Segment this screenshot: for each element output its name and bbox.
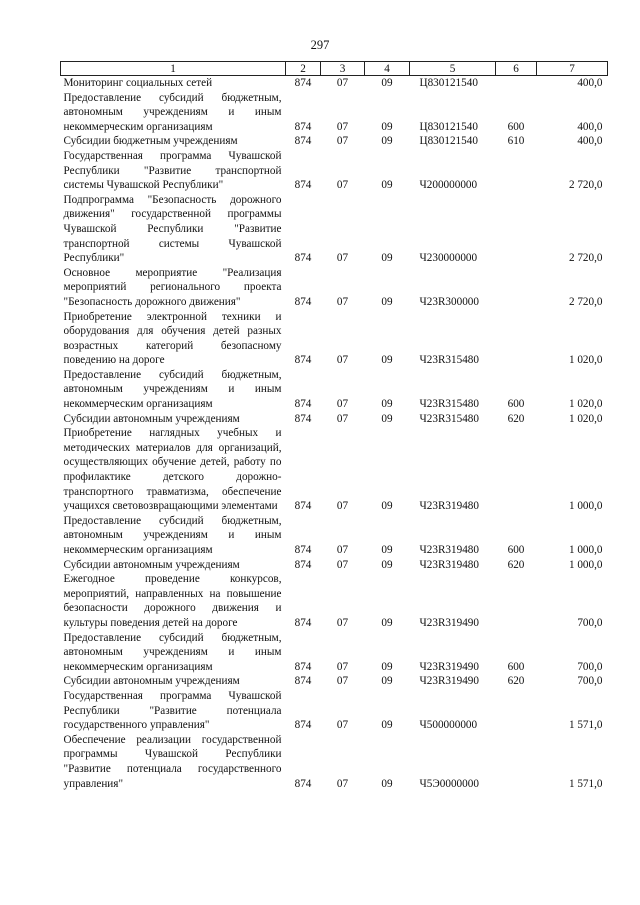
row-section-code: 07 [336, 398, 349, 411]
row-amount: 1 020,0 [568, 412, 603, 425]
header-col-3: 3 [321, 62, 365, 76]
row-section-code: 07 [336, 412, 349, 425]
table-row [61, 266, 608, 310]
row-subsection-code: 09 [381, 398, 393, 411]
table-row [61, 426, 608, 514]
row-target-article: Ч23R315480 [419, 398, 479, 411]
row-section-code: 07 [336, 77, 349, 89]
row-expense-type [496, 689, 537, 733]
table-row [61, 733, 608, 791]
row-name: Государственная программа Чувашской Республики "Развитие потенциала государственного управления" [63, 689, 282, 732]
table-row [61, 368, 608, 412]
page-number: 297 [310, 38, 330, 52]
table-row [61, 91, 608, 135]
row-amount: 1 020,0 [568, 398, 603, 411]
table-header [61, 62, 608, 76]
row-ministry-code: 874 [294, 120, 312, 133]
row-section-code: 07 [336, 252, 349, 265]
row-subsection-code: 09 [381, 252, 393, 265]
row-name: Государственная программа Чувашской Республики "Развитие транспортной системы Чувашской Республики" [63, 149, 282, 192]
row-target-article: Ч23R319490 [419, 616, 479, 629]
table-row [61, 310, 608, 368]
header-col-2: 2 [286, 62, 321, 76]
row-subsection-code: 09 [381, 135, 393, 148]
row-section-code: 07 [336, 660, 349, 673]
row-section-code: 07 [336, 616, 349, 629]
row-target-article: Ч23R319480 [419, 500, 479, 513]
row-name: Предоставление субсидий бюджетным, автономным учреждениям и иным некоммерческим организациям [63, 91, 282, 133]
row-ministry-code: 874 [294, 500, 312, 513]
row-subsection-code: 09 [381, 777, 393, 790]
table-row [61, 193, 608, 266]
header-col-1: 1 [61, 62, 286, 76]
row-expense-type [496, 572, 537, 630]
row-name: Субсидии автономным учреждениям [63, 558, 240, 571]
row-subsection-code: 09 [381, 500, 393, 513]
table-row [61, 689, 608, 733]
row-amount: 1 571,0 [568, 719, 603, 732]
row-expense-type: 610 [507, 135, 525, 148]
row-subsection-code: 09 [381, 558, 393, 571]
row-amount: 400,0 [577, 77, 603, 89]
row-ministry-code: 874 [294, 354, 312, 367]
row-subsection-code: 09 [381, 295, 393, 308]
table-row [61, 674, 608, 689]
row-target-article: Ч23R315480 [419, 412, 479, 425]
row-expense-type: 620 [507, 558, 525, 571]
row-name: Обеспечение реализации государственной программы Чувашской Республики "Развитие потенциала государственного управления" [63, 733, 282, 790]
table-row [61, 134, 608, 149]
row-expense-type: 600 [507, 660, 525, 673]
row-expense-type [496, 733, 537, 791]
row-expense-type [496, 266, 537, 310]
row-target-article: Ц830121540 [419, 77, 478, 89]
row-target-article: Ц830121540 [419, 135, 478, 148]
row-subsection-code: 09 [381, 675, 393, 688]
row-expense-type: 620 [507, 675, 525, 688]
row-subsection-code: 09 [381, 660, 393, 673]
row-amount: 2 720,0 [568, 295, 603, 308]
table-body [61, 76, 608, 792]
row-target-article: Ч200000000 [419, 179, 478, 192]
row-ministry-code: 874 [294, 660, 312, 673]
row-subsection-code: 09 [381, 120, 393, 133]
row-ministry-code: 874 [294, 719, 312, 732]
header-col-5: 5 [410, 62, 496, 76]
row-name: Предоставление субсидий бюджетным, автономным учреждениям и иным некоммерческим организациям [63, 631, 282, 673]
table-row [61, 572, 608, 630]
row-name: Подпрограмма "Безопасность дорожного движения" государственной программы Чувашской Республики "Развитие транспортной системы Чувашской Республики" [63, 193, 282, 265]
row-target-article: Ч23R319490 [419, 660, 479, 673]
row-name: Предоставление субсидий бюджетным, автономным учреждениям и иным некоммерческим организациям [63, 514, 282, 556]
row-name: Мониторинг социальных сетей [63, 77, 213, 89]
row-target-article: Ч23R319490 [419, 675, 479, 688]
row-amount: 700,0 [577, 616, 603, 629]
row-expense-type [496, 426, 537, 514]
row-ministry-code: 874 [294, 295, 312, 308]
row-ministry-code: 874 [294, 135, 312, 148]
row-name: Субсидии автономным учреждениям [63, 412, 240, 425]
row-expense-type [496, 193, 537, 266]
row-target-article: Ч23R315480 [419, 354, 479, 367]
row-target-article: Ч230000000 [419, 252, 478, 265]
table-row [61, 412, 608, 427]
row-subsection-code: 09 [381, 616, 393, 629]
row-expense-type [496, 310, 537, 368]
row-ministry-code: 874 [294, 412, 312, 425]
row-expense-type: 600 [507, 544, 525, 556]
row-section-code: 07 [336, 777, 349, 790]
row-section-code: 07 [336, 675, 349, 688]
row-amount: 1 000,0 [568, 544, 603, 556]
row-ministry-code: 874 [294, 179, 312, 192]
row-amount: 2 720,0 [568, 252, 603, 265]
header-col-7: 7 [537, 62, 608, 76]
row-amount: 1 000,0 [568, 558, 603, 571]
row-section-code: 07 [336, 558, 349, 571]
row-target-article: Ч23R300000 [419, 295, 479, 308]
table-row [61, 514, 608, 558]
row-amount: 400,0 [577, 120, 603, 133]
row-ministry-code: 874 [294, 675, 312, 688]
table-row [61, 149, 608, 193]
row-section-code: 07 [336, 120, 349, 133]
row-name: Приобретение наглядных учебных и методических материалов для организаций, осуществляющих обучение детей, работу по профилактике детского дорожно-транспортного травматизма, обеспечение учащихся световозвращающими элементами [63, 427, 282, 513]
row-ministry-code: 874 [294, 77, 312, 89]
row-ministry-code: 874 [294, 398, 312, 411]
row-expense-type [496, 149, 537, 193]
row-name: Основное мероприятие "Реализация мероприятий регионального проекта "Безопасность дорожного движения" [63, 266, 282, 308]
row-target-article: Ц830121540 [419, 120, 478, 133]
row-amount: 400,0 [577, 135, 603, 148]
row-section-code: 07 [336, 354, 349, 367]
row-amount: 1 571,0 [568, 777, 603, 790]
row-ministry-code: 874 [294, 777, 312, 790]
row-expense-type: 600 [507, 398, 525, 411]
row-section-code: 07 [336, 295, 349, 308]
row-amount: 1 000,0 [568, 500, 603, 513]
table-row [61, 76, 608, 91]
row-section-code: 07 [336, 544, 349, 556]
row-amount: 2 720,0 [568, 179, 603, 192]
row-ministry-code: 874 [294, 544, 312, 556]
row-section-code: 07 [336, 500, 349, 513]
row-expense-type: 600 [507, 120, 525, 133]
table-row [61, 558, 608, 573]
row-name: Субсидии бюджетным учреждениям [63, 135, 238, 148]
header-col-6: 6 [496, 62, 537, 76]
row-section-code: 07 [336, 719, 349, 732]
row-subsection-code: 09 [381, 412, 393, 425]
row-target-article: Ч23R319480 [419, 544, 479, 556]
row-ministry-code: 874 [294, 558, 312, 571]
row-subsection-code: 09 [381, 719, 393, 732]
row-target-article: Ч5Э0000000 [419, 777, 479, 790]
table-row [61, 631, 608, 675]
row-amount: 1 020,0 [568, 354, 603, 367]
row-expense-type [496, 76, 537, 91]
row-section-code: 07 [336, 135, 349, 148]
row-target-article: Ч500000000 [419, 719, 478, 732]
row-name: Приобретение электронной техники и оборудования для обучения детей разных возрастных категорий безопасному поведению на дороге [63, 310, 282, 367]
row-expense-type: 620 [507, 412, 525, 425]
row-subsection-code: 09 [381, 354, 393, 367]
budget-table [60, 61, 608, 791]
row-subsection-code: 09 [381, 544, 393, 556]
row-amount: 700,0 [577, 660, 603, 673]
row-ministry-code: 874 [294, 252, 312, 265]
row-ministry-code: 874 [294, 616, 312, 629]
row-subsection-code: 09 [381, 179, 393, 192]
row-target-article: Ч23R319480 [419, 558, 479, 571]
row-section-code: 07 [336, 179, 349, 192]
row-name: Субсидии автономным учреждениям [63, 675, 240, 688]
row-subsection-code: 09 [381, 77, 393, 89]
row-amount: 700,0 [577, 675, 603, 688]
row-name: Предоставление субсидий бюджетным, автономным учреждениям и иным некоммерческим организациям [63, 368, 282, 411]
row-name: Ежегодное проведение конкурсов, мероприятий, направленных на повышение безопасности дорожного движения и культуры поведения детей на дороге [63, 573, 282, 629]
header-col-4: 4 [365, 62, 410, 76]
